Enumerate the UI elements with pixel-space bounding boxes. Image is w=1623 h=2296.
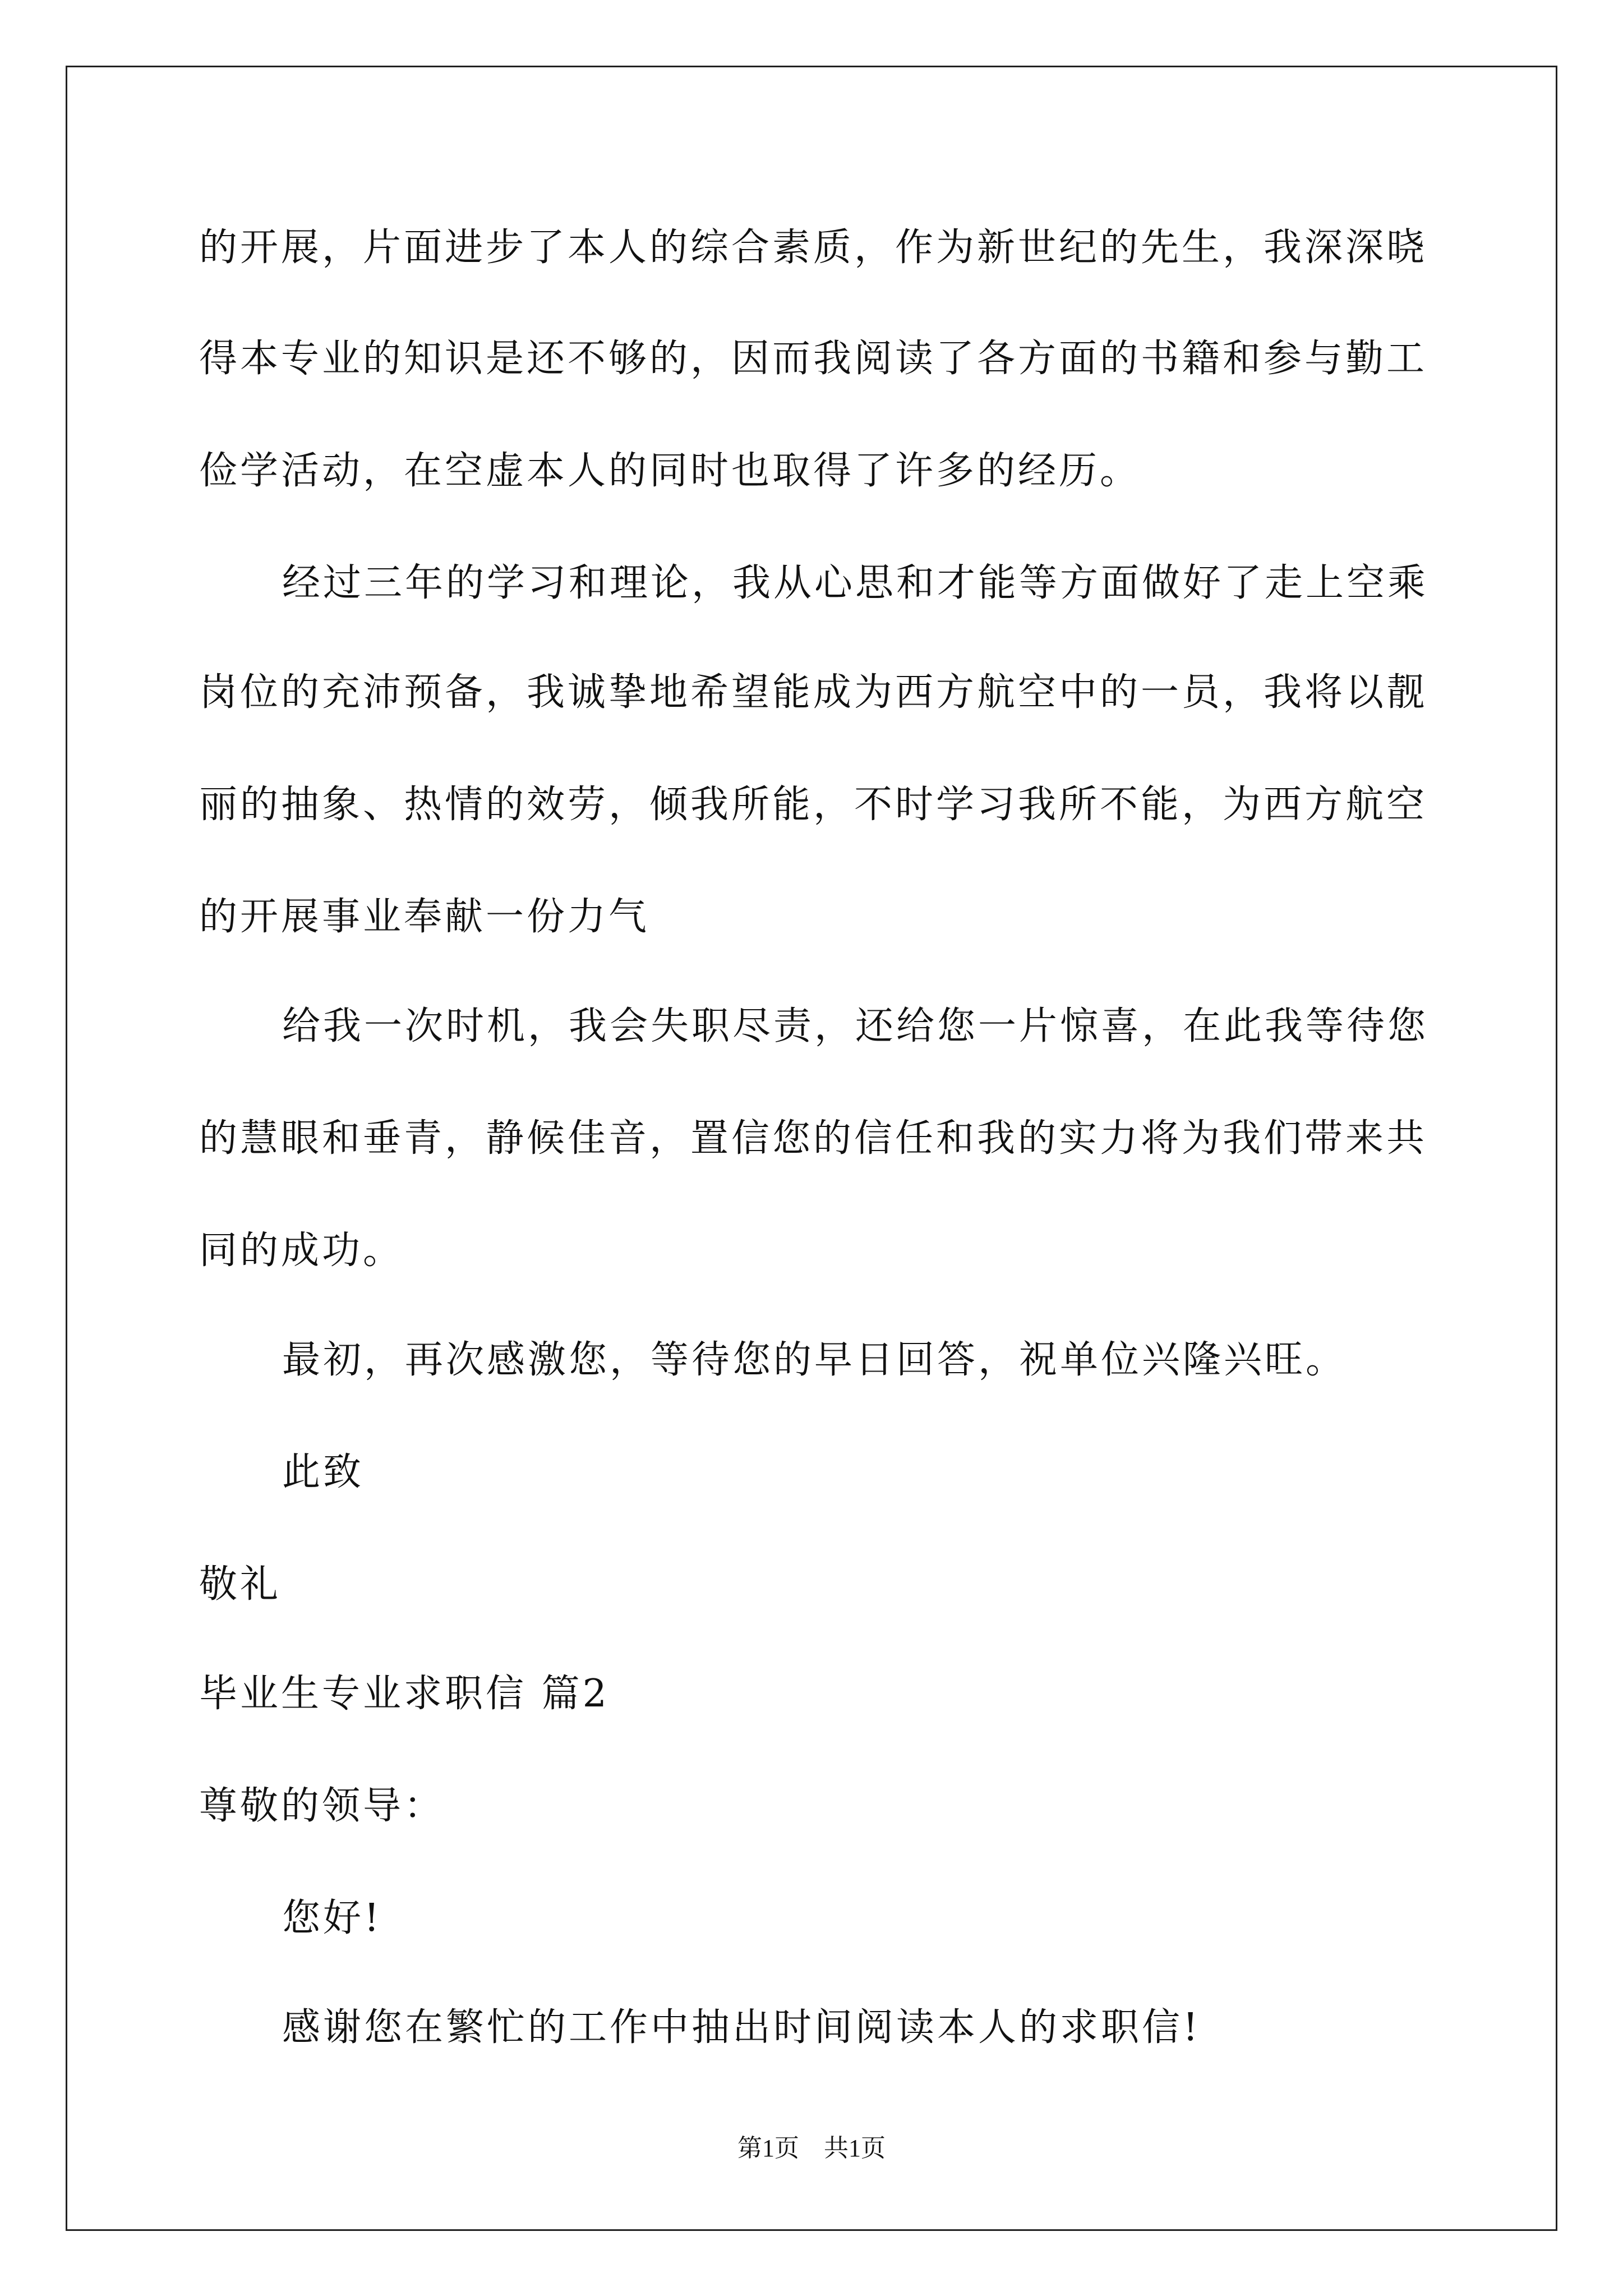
greeting: 尊敬的领导： (199, 1784, 445, 1828)
text-line: 同的成功。 (199, 1228, 404, 1273)
closing-salutation: 此致 (282, 1450, 365, 1494)
closing-regards: 敬礼 (199, 1562, 282, 1607)
text-line: 的开展，片面进步了本人的综合素质，作为新世纪的先生，我深深晓 (199, 226, 1428, 270)
page-number-footer: 第1页 共1页 (737, 2134, 886, 2162)
text-line: 的开展事业奉献一份力气 (199, 895, 650, 939)
section-heading: 毕业生专业求职信 篇2 (199, 1672, 610, 1716)
text-line: 您好! (282, 1896, 382, 1940)
text-line: 最初，再次感激您，等待您的早日回答，祝单位兴隆兴旺。 (282, 1338, 1347, 1382)
text-line: 给我一次时机，我会失职尽责，还给您一片惊喜，在此我等待您 (282, 1004, 1429, 1048)
text-line: 岗位的充沛预备，我诚挚地希望能成为西方航空中的一员，我将以靓 (199, 670, 1428, 715)
text-line: 俭学活动，在空虚本人的同时也取得了许多的经历。 (199, 449, 1141, 493)
text-line: 的慧眼和垂青，静候佳音，置信您的信任和我的实力将为我们带来共 (199, 1116, 1428, 1161)
text-line: 感谢您在繁忙的工作中抽出时间阅读本人的求职信! (282, 2005, 1201, 2050)
text-line: 丽的抽象、热情的效劳，倾我所能，不时学习我所不能，为西方航空 (199, 783, 1428, 827)
text-line: 经过三年的学习和理论，我从心思和才能等方面做好了走上空乘 (282, 561, 1429, 605)
text-line: 得本专业的知识是还不够的，因而我阅读了各方面的书籍和参与勤工 (199, 337, 1428, 381)
